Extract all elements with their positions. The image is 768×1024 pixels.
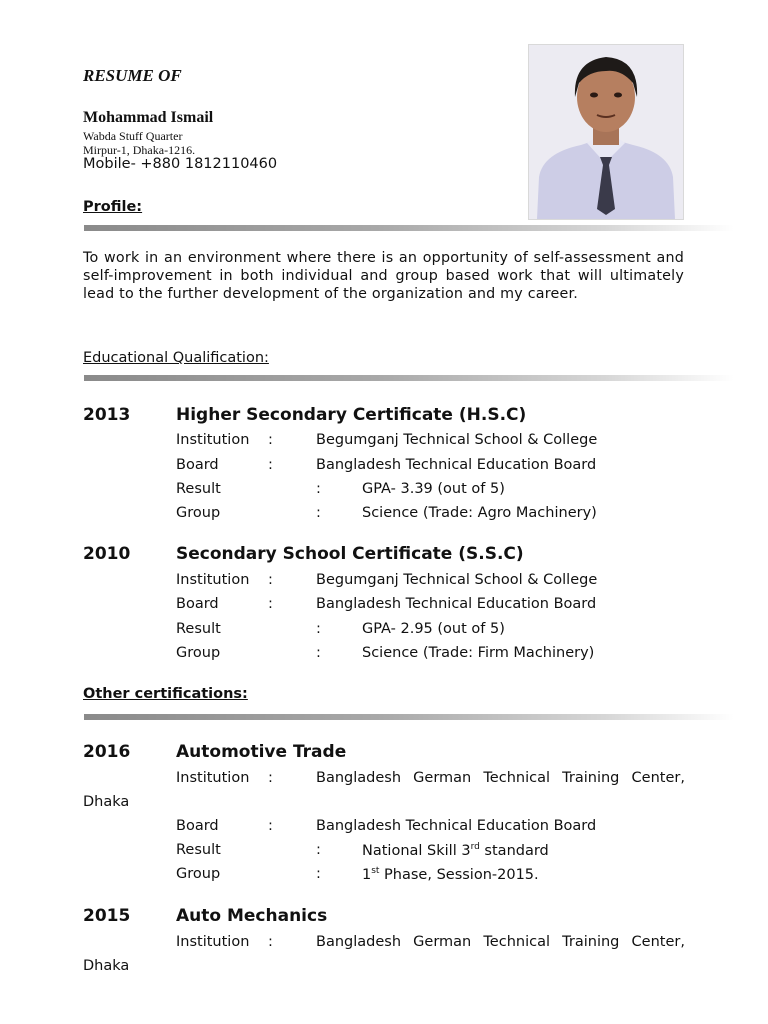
colon: : <box>316 481 321 497</box>
group-label: Group <box>176 505 221 521</box>
certification-year: 2016 <box>83 742 131 762</box>
colon: : <box>268 572 273 588</box>
colon: : <box>316 505 321 521</box>
institution-label: Institution <box>176 572 250 588</box>
education-year: 2010 <box>83 544 131 564</box>
result-text: National Skill 3 <box>362 842 471 859</box>
institution-word: Training <box>562 934 620 950</box>
institution-word: Training <box>562 770 620 786</box>
profile-photo <box>528 44 684 220</box>
board-label: Board <box>176 818 219 834</box>
colon: : <box>316 866 321 882</box>
institution-value <box>316 770 685 786</box>
result-label: Result <box>176 621 221 637</box>
section-divider <box>84 375 734 381</box>
colon: : <box>268 934 273 950</box>
certifications-heading: Other certifications: <box>83 686 248 702</box>
board-value: Bangladesh Technical Education Board <box>316 596 597 612</box>
result-value: GPA- 3.39 (out of 5) <box>362 481 505 497</box>
colon: : <box>268 457 273 473</box>
group-value <box>362 866 539 883</box>
institution-label: Institution <box>176 934 250 950</box>
education-heading: Educational Qualification: <box>83 350 269 366</box>
certification-title: Auto Mechanics <box>176 906 328 926</box>
certification-year: 2015 <box>83 906 131 926</box>
board-value: Bangladesh Technical Education Board <box>316 818 597 834</box>
colon: : <box>268 818 273 834</box>
address-line-2: Mirpur-1, Dhaka-1216. <box>83 143 196 157</box>
education-title: Secondary School Certificate (S.S.C) <box>176 544 524 564</box>
address-line-1: Wabda Stuff Quarter <box>83 129 183 143</box>
group-value: Science (Trade: Agro Machinery) <box>362 505 597 521</box>
colon: : <box>268 432 273 448</box>
resume-title: RESUME OF <box>83 66 182 85</box>
board-label: Board <box>176 596 219 612</box>
institution-value-continued: Dhaka <box>83 958 130 974</box>
colon: : <box>316 645 321 661</box>
section-divider <box>84 714 734 720</box>
institution-value: Begumganj Technical School & College <box>316 572 598 588</box>
institution-word: Center, <box>631 934 685 950</box>
person-portrait-icon <box>529 45 683 219</box>
ordinal-suffix: rd <box>470 842 480 852</box>
ordinal-suffix: st <box>371 866 380 876</box>
institution-word: Technical <box>483 934 550 950</box>
colon: : <box>268 596 273 612</box>
institution-word: German <box>413 934 472 950</box>
institution-word: Center, <box>631 770 685 786</box>
board-label: Board <box>176 457 219 473</box>
group-value: Science (Trade: Firm Machinery) <box>362 645 595 661</box>
result-value: GPA- 2.95 (out of 5) <box>362 621 505 637</box>
education-title: Higher Secondary Certificate (H.S.C) <box>176 405 527 425</box>
institution-word: Bangladesh <box>316 934 402 950</box>
certification-title: Automotive Trade <box>176 742 347 762</box>
group-text: Phase, Session-2015. <box>379 866 539 883</box>
colon: : <box>268 770 273 786</box>
profile-text: To work in an environment where there is an opportunity of self-assessment and self-improvement in both individual and group based work that will ultimately lead to the further development of the organization and my career. <box>83 250 684 302</box>
group-text: 1 <box>362 866 372 883</box>
institution-word: Bangladesh <box>316 770 402 786</box>
education-year: 2013 <box>83 405 131 425</box>
institution-label: Institution <box>176 432 250 448</box>
section-divider <box>84 225 734 231</box>
group-label: Group <box>176 866 221 882</box>
institution-label: Institution <box>176 770 250 786</box>
colon: : <box>316 842 321 858</box>
institution-word: German <box>413 770 472 786</box>
board-value: Bangladesh Technical Education Board <box>316 457 597 473</box>
candidate-name: Mohammad Ismail <box>83 109 214 126</box>
institution-value: Begumganj Technical School & College <box>316 432 598 448</box>
profile-heading: Profile: <box>83 199 143 215</box>
institution-word: Technical <box>483 770 550 786</box>
result-label: Result <box>176 481 221 497</box>
mobile-number: Mobile- +880 1812110460 <box>83 156 278 172</box>
colon: : <box>316 621 321 637</box>
result-label: Result <box>176 842 221 858</box>
institution-value-continued: Dhaka <box>83 794 130 810</box>
institution-value <box>316 934 685 950</box>
result-text: standard <box>479 842 549 859</box>
result-value <box>362 842 549 859</box>
group-label: Group <box>176 645 221 661</box>
